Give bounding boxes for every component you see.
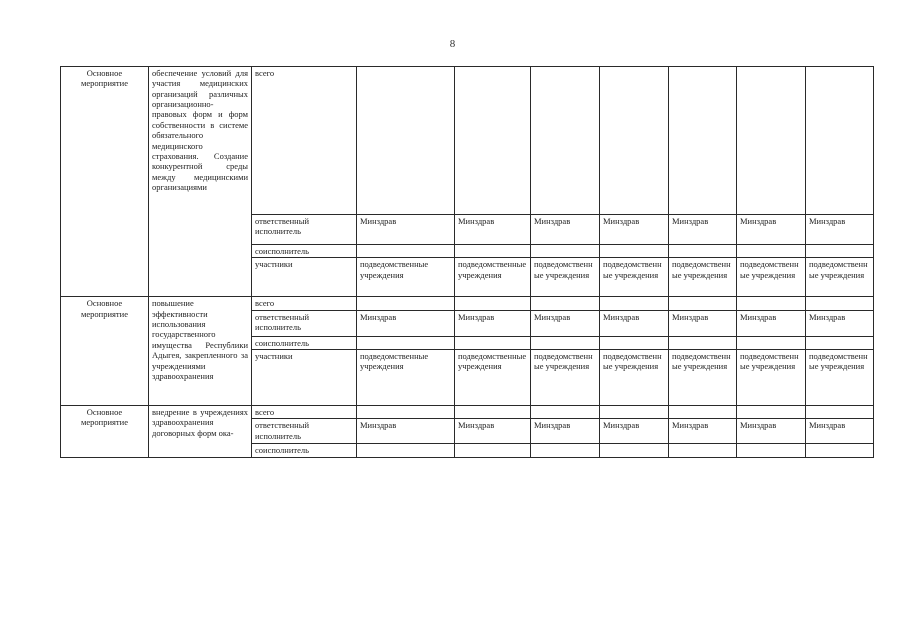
participants-value-cell: подведомственные учреждения bbox=[669, 350, 737, 406]
page-number: 8 bbox=[449, 38, 456, 50]
participants-value-cell: подведомственные учреждения bbox=[531, 258, 600, 297]
responsible-value-cell: Минздрав bbox=[455, 419, 531, 444]
value-cell bbox=[600, 245, 669, 258]
value-cell bbox=[357, 406, 455, 419]
program-table-wrapper bbox=[60, 66, 874, 458]
responsible-value-cell: Минздрав bbox=[737, 419, 806, 444]
responsible-value-cell: Минздрав bbox=[531, 310, 600, 336]
responsible-value-cell: Минздрав bbox=[357, 310, 455, 336]
value-cell bbox=[737, 67, 806, 215]
responsible-value-cell: Минздрав bbox=[531, 419, 600, 444]
value-cell bbox=[531, 336, 600, 349]
value-cell bbox=[737, 406, 806, 419]
responsible-value-cell: Минздрав bbox=[806, 215, 874, 245]
value-cell bbox=[806, 336, 874, 349]
responsible-value-cell: Минздрав bbox=[669, 310, 737, 336]
value-cell bbox=[455, 406, 531, 419]
value-cell bbox=[806, 245, 874, 258]
responsible-value-cell: Минздрав bbox=[806, 310, 874, 336]
responsible-value-cell: Минздрав bbox=[357, 419, 455, 444]
role-responsible-cell: ответственный исполнитель bbox=[252, 419, 357, 444]
participants-value-cell: подведомственные учреждения bbox=[455, 350, 531, 406]
event-type-cell: Основное мероприятие bbox=[61, 67, 149, 297]
responsible-value-cell: Минздрав bbox=[737, 310, 806, 336]
value-cell bbox=[669, 297, 737, 310]
responsible-value-cell: Минздрав bbox=[806, 419, 874, 444]
responsible-value-cell: Минздрав bbox=[600, 310, 669, 336]
value-cell bbox=[806, 444, 874, 457]
event-name-cell: внедрение в учреждениях здравоохранения договорных форм ока- bbox=[149, 406, 252, 458]
value-cell bbox=[737, 444, 806, 457]
value-cell bbox=[357, 336, 455, 349]
responsible-value-cell: Минздрав bbox=[669, 215, 737, 245]
value-cell bbox=[669, 336, 737, 349]
value-cell bbox=[600, 406, 669, 419]
value-cell bbox=[737, 245, 806, 258]
responsible-value-cell: Минздрав bbox=[455, 310, 531, 336]
responsible-value-cell: Минздрав bbox=[600, 215, 669, 245]
event-name-cell: обеспечение условий для участия медицинских организаций различных организационно-правовых форм и форм собственности в системе обязательного медицинского страхования. Создание конкурентной среды между медицинскими организациями bbox=[149, 67, 252, 297]
value-cell bbox=[669, 444, 737, 457]
value-cell bbox=[669, 245, 737, 258]
participants-value-cell: подведомственные учреждения bbox=[806, 350, 874, 406]
value-cell bbox=[737, 336, 806, 349]
role-participants-cell: участники bbox=[252, 350, 357, 406]
value-cell bbox=[600, 297, 669, 310]
responsible-value-cell: Минздрав bbox=[600, 419, 669, 444]
responsible-value-cell: Минздрав bbox=[531, 215, 600, 245]
role-total-cell: всего bbox=[252, 297, 357, 310]
value-cell bbox=[600, 444, 669, 457]
value-cell bbox=[357, 297, 455, 310]
role-responsible-cell: ответственный исполнитель bbox=[252, 310, 357, 336]
value-cell bbox=[455, 297, 531, 310]
value-cell bbox=[455, 245, 531, 258]
value-cell bbox=[531, 297, 600, 310]
value-cell bbox=[455, 336, 531, 349]
value-cell bbox=[357, 67, 455, 215]
participants-value-cell: подведомственные учреждения bbox=[600, 350, 669, 406]
participants-value-cell: подведомственные учреждения bbox=[600, 258, 669, 297]
value-cell bbox=[531, 444, 600, 457]
value-cell bbox=[806, 406, 874, 419]
role-total-cell: всего bbox=[252, 406, 357, 419]
participants-value-cell: подведомственные учреждения bbox=[669, 258, 737, 297]
value-cell bbox=[455, 444, 531, 457]
role-coexecutor-cell: соисполнитель bbox=[252, 245, 357, 258]
value-cell bbox=[455, 67, 531, 215]
value-cell bbox=[669, 67, 737, 215]
responsible-value-cell: Минздрав bbox=[669, 419, 737, 444]
table-row bbox=[61, 297, 874, 310]
program-activities-table bbox=[60, 66, 874, 458]
participants-value-cell: подведомственные учреждения bbox=[737, 258, 806, 297]
participants-value-cell: подведомственные учреждения bbox=[737, 350, 806, 406]
value-cell bbox=[600, 67, 669, 215]
event-name-cell: повышение эффективности использования государственного имущества Республики Адыгея, закрепленного за учреждениями здравоохранения bbox=[149, 297, 252, 406]
value-cell bbox=[531, 67, 600, 215]
event-type-cell: Основное мероприятие bbox=[61, 406, 149, 458]
responsible-value-cell: Минздрав bbox=[455, 215, 531, 245]
participants-value-cell: подведомственные учреждения bbox=[806, 258, 874, 297]
participants-value-cell: подведомственные учреждения bbox=[531, 350, 600, 406]
participants-value-cell: подведомственные учреждения bbox=[357, 258, 455, 297]
value-cell bbox=[806, 67, 874, 215]
value-cell bbox=[669, 406, 737, 419]
role-total-cell: всего bbox=[252, 67, 357, 215]
role-coexecutor-cell: соисполнитель bbox=[252, 336, 357, 349]
participants-value-cell: подведомственные учреждения bbox=[357, 350, 455, 406]
value-cell bbox=[357, 444, 455, 457]
role-participants-cell: участники bbox=[252, 258, 357, 297]
value-cell bbox=[806, 297, 874, 310]
value-cell bbox=[357, 245, 455, 258]
value-cell bbox=[737, 297, 806, 310]
participants-value-cell: подведомственные учреждения bbox=[455, 258, 531, 297]
event-type-cell: Основное мероприятие bbox=[61, 297, 149, 406]
table-row bbox=[61, 406, 874, 419]
value-cell bbox=[600, 336, 669, 349]
value-cell bbox=[531, 406, 600, 419]
responsible-value-cell: Минздрав bbox=[737, 215, 806, 245]
role-responsible-cell: ответственный исполнитель bbox=[252, 215, 357, 245]
table-row bbox=[61, 67, 874, 215]
role-coexecutor-cell: соисполнитель bbox=[252, 444, 357, 457]
responsible-value-cell: Минздрав bbox=[357, 215, 455, 245]
value-cell bbox=[531, 245, 600, 258]
